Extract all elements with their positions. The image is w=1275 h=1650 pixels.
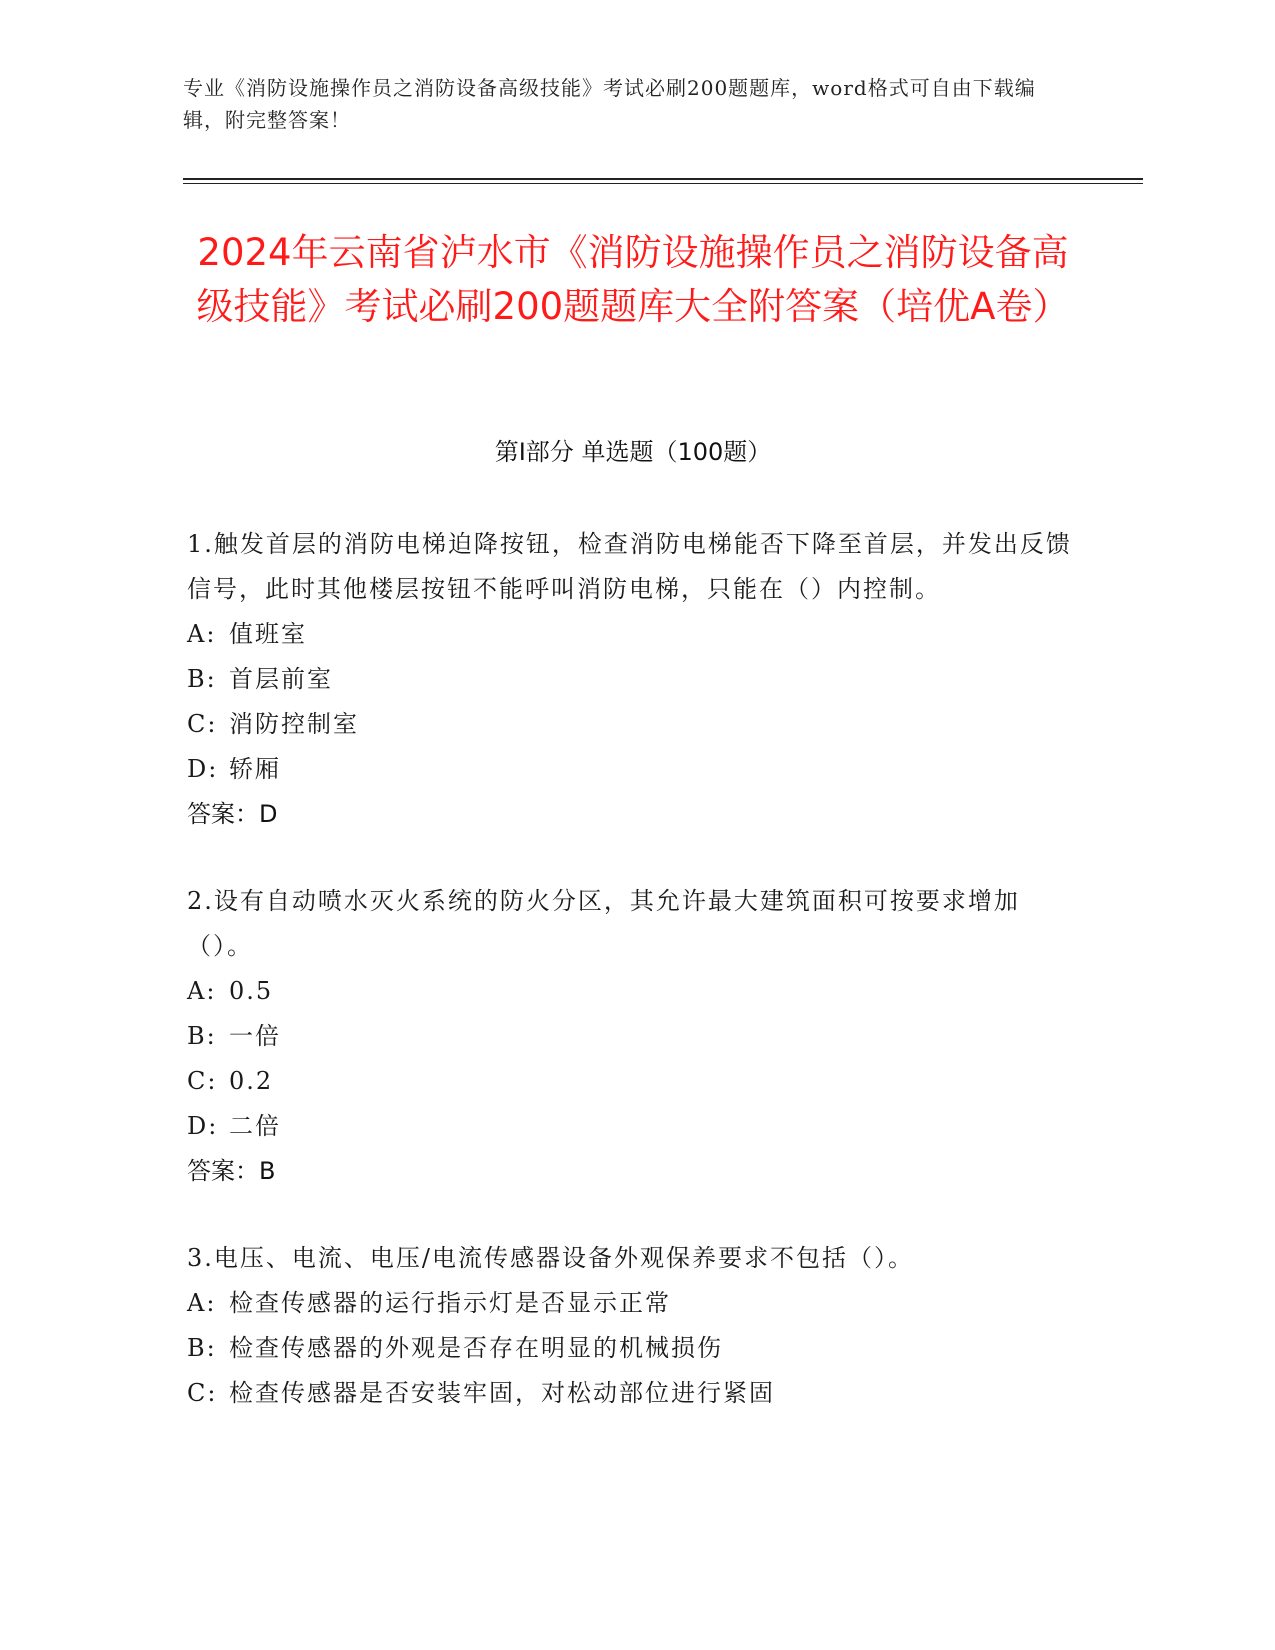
option-text: 值班室 — [229, 620, 307, 648]
option-key: D: — [187, 755, 219, 783]
question-item — [187, 879, 1077, 1194]
option-c — [187, 1371, 1077, 1416]
option-text: 检查传感器是否安装牢固，对松动部位进行紧固 — [229, 1379, 775, 1407]
question-list — [187, 522, 1077, 1458]
option-key: A: — [187, 977, 217, 1005]
option-text: 检查传感器的运行指示灯是否显示正常 — [229, 1289, 671, 1317]
option-b — [187, 657, 1077, 702]
option-key: C: — [187, 1379, 218, 1407]
question-item — [187, 522, 1077, 837]
question-text: 1.触发首层的消防电梯迫降按钮，检查消防电梯能否下降至首层，并发出反馈信号，此时其他楼层按钮不能呼叫消防电梯，只能在（）内控制。 — [187, 530, 1072, 603]
option-d — [187, 1104, 1077, 1149]
header-divider-thin — [183, 183, 1143, 184]
option-key: B: — [187, 665, 217, 693]
option-a — [187, 612, 1077, 657]
question-item — [187, 1236, 1077, 1416]
option-text: 检查传感器的外观是否存在明显的机械损伤 — [229, 1334, 723, 1362]
option-b — [187, 1014, 1077, 1059]
option-text: 轿厢 — [229, 755, 281, 783]
document-title: 2024年云南省泸水市《消防设施操作员之消防设备高级技能》考试必刷200题题库大全附答案（培优A卷） — [196, 231, 1070, 328]
option-key: A: — [187, 620, 217, 648]
option-key: A: — [187, 1289, 217, 1317]
option-key: C: — [187, 1067, 218, 1095]
option-key: B: — [187, 1022, 217, 1050]
option-c — [187, 702, 1077, 747]
option-key: B: — [187, 1334, 217, 1362]
option-key: D: — [187, 1112, 219, 1140]
option-c — [187, 1059, 1077, 1104]
option-d — [187, 747, 1077, 792]
header-note: 专业《消防设施操作员之消防设备高级技能》考试必刷200题题库，word格式可自由下载编辑，附完整答案！ — [183, 76, 1036, 132]
question-text: 3.电压、电流、电压/电流传感器设备外观保养要求不包括（）。 — [187, 1244, 914, 1272]
option-b — [187, 1326, 1077, 1371]
header-divider-thick — [183, 178, 1143, 180]
option-text: 首层前室 — [229, 665, 333, 693]
option-key: C: — [187, 710, 218, 738]
section-title: 第Ⅰ部分 单选题（100题） — [494, 438, 772, 466]
option-a — [187, 969, 1077, 1014]
option-text: 0.2 — [229, 1067, 274, 1095]
answer-line: 答案：D — [187, 800, 278, 828]
option-text: 消防控制室 — [229, 710, 359, 738]
option-text: 0.5 — [229, 977, 274, 1005]
option-a — [187, 1281, 1077, 1326]
answer-line: 答案：B — [187, 1157, 276, 1185]
option-text: 一倍 — [229, 1022, 281, 1050]
question-text: 2.设有自动喷水灭火系统的防火分区，其允许最大建筑面积可按要求增加（）。 — [187, 887, 1020, 960]
option-text: 二倍 — [229, 1112, 281, 1140]
